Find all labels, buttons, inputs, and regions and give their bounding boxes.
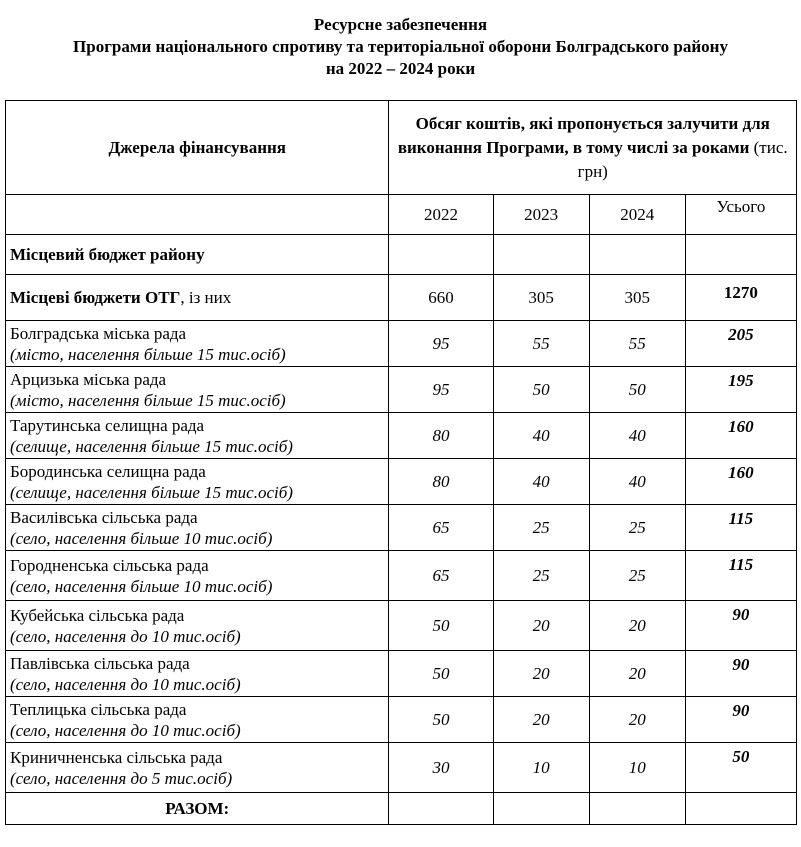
header-row: [6, 101, 797, 195]
year-2022: 2022: [389, 195, 493, 235]
council-value-2022: 50: [389, 697, 493, 743]
council-name: Арцизька міська рада: [10, 369, 167, 389]
council-value-2024: 25: [589, 551, 685, 601]
council-value-2022: 80: [389, 459, 493, 505]
total-label: РАЗОМ:: [6, 793, 389, 825]
empty-cell: [493, 793, 589, 825]
council-name-cell: [6, 651, 389, 697]
funding-table: [5, 100, 797, 825]
council-value-2024: 55: [589, 321, 685, 367]
otg-budget-row: [6, 275, 797, 321]
council-name-cell: [6, 601, 389, 651]
council-row: [6, 551, 797, 601]
council-value-2023: 20: [493, 601, 589, 651]
council-value-2024: 40: [589, 413, 685, 459]
council-row: [6, 367, 797, 413]
council-value-total: 90: [685, 697, 796, 743]
council-value-total: 50: [685, 743, 796, 793]
council-population-note: (село, населення до 5 тис.осіб): [10, 768, 233, 788]
council-value-2023: 20: [493, 651, 589, 697]
council-value-2022: 50: [389, 601, 493, 651]
header-volume: Обсяг коштів, які пропонується залучити для виконання Програми, в тому числі за роками (тис. грн): [389, 101, 797, 195]
council-value-2022: 65: [389, 505, 493, 551]
empty-cell: [389, 235, 493, 275]
council-population-note: (село, населення більше 10 тис.осіб): [10, 576, 273, 596]
council-value-total: 90: [685, 651, 796, 697]
council-row: [6, 743, 797, 793]
council-name: Городненська сільська рада: [10, 555, 209, 575]
empty-cell: [589, 235, 685, 275]
council-value-2023: 40: [493, 413, 589, 459]
council-value-total: 115: [685, 551, 796, 601]
council-value-2024: 20: [589, 601, 685, 651]
council-row: [6, 321, 797, 367]
year-total: Усього: [685, 195, 796, 235]
title-line-2: Програми національного спротиву та територіальної оборони Болградського району: [73, 37, 728, 56]
district-budget-label: Місцевий бюджет району: [6, 235, 389, 275]
council-population-note: (місто, населення більше 15 тис.осіб): [10, 390, 286, 410]
year-2023: 2023: [493, 195, 589, 235]
council-value-2022: 30: [389, 743, 493, 793]
council-population-note: (селище, населення більше 15 тис.осіб): [10, 436, 293, 456]
year-2024: 2024: [589, 195, 685, 235]
council-row: [6, 505, 797, 551]
title-line-1: Ресурсне забезпечення: [313, 15, 488, 34]
council-name-cell: [6, 743, 389, 793]
council-value-2023: 55: [493, 321, 589, 367]
council-value-2023: 40: [493, 459, 589, 505]
council-value-2022: 50: [389, 651, 493, 697]
council-name-cell: [6, 413, 389, 459]
council-population-note: (село, населення до 10 тис.осіб): [10, 720, 241, 740]
empty-cell: [589, 793, 685, 825]
council-value-2022: 95: [389, 321, 493, 367]
otg-budget-label: Місцеві бюджети ОТГ, із них: [6, 275, 389, 321]
council-value-2024: 10: [589, 743, 685, 793]
council-name: Павлівська сільська рада: [10, 653, 190, 673]
council-name: Теплицька сільська рада: [10, 699, 187, 719]
empty-cell: [493, 235, 589, 275]
council-population-note: (село, населення до 10 тис.осіб): [10, 674, 241, 694]
council-value-2024: 25: [589, 505, 685, 551]
council-row: [6, 697, 797, 743]
council-name: Бородинська селищна рада: [10, 461, 206, 481]
council-value-total: 195: [685, 367, 796, 413]
council-population-note: (селище, населення більше 15 тис.осіб): [10, 482, 293, 502]
council-name: Василівська сільська рада: [10, 507, 198, 527]
council-name-cell: [6, 505, 389, 551]
council-value-2022: 80: [389, 413, 493, 459]
council-name-cell: [6, 697, 389, 743]
council-row: [6, 413, 797, 459]
council-value-2024: 20: [589, 697, 685, 743]
council-value-2023: 50: [493, 367, 589, 413]
council-value-2022: 95: [389, 367, 493, 413]
council-value-2022: 65: [389, 551, 493, 601]
council-name: Тарутинська селищна рада: [10, 415, 205, 435]
council-value-2024: 40: [589, 459, 685, 505]
empty-cell: [685, 793, 796, 825]
header-unit: (тис. грн): [577, 137, 788, 181]
council-value-total: 160: [685, 413, 796, 459]
council-name-cell: [6, 551, 389, 601]
council-name-cell: [6, 321, 389, 367]
council-value-2024: 50: [589, 367, 685, 413]
council-population-note: (село, населення до 10 тис.осіб): [10, 626, 241, 646]
years-empty-cell: [6, 195, 389, 235]
empty-cell: [389, 793, 493, 825]
district-budget-row: [6, 235, 797, 275]
otg-value-total: 1270: [685, 275, 796, 321]
otg-value-2022: 660: [389, 275, 493, 321]
council-value-total: 205: [685, 321, 796, 367]
header-sources: Джерела фінансування: [6, 101, 389, 195]
council-value-total: 90: [685, 601, 796, 651]
title-line-3: на 2022 – 2024 роки: [325, 59, 476, 78]
council-value-2023: 25: [493, 551, 589, 601]
council-value-2024: 20: [589, 651, 685, 697]
council-row: [6, 651, 797, 697]
council-population-note: (село, населення більше 10 тис.осіб): [10, 528, 273, 548]
council-value-2023: 20: [493, 697, 589, 743]
council-name-cell: [6, 367, 389, 413]
document-title: [0, 14, 801, 80]
council-row: [6, 601, 797, 651]
total-row: [6, 793, 797, 825]
council-population-note: (місто, населення більше 15 тис.осіб): [10, 344, 286, 364]
council-value-2023: 25: [493, 505, 589, 551]
otg-value-2024: 305: [589, 275, 685, 321]
council-value-total: 160: [685, 459, 796, 505]
empty-cell: [685, 235, 796, 275]
council-row: [6, 459, 797, 505]
council-name: Болградська міська рада: [10, 323, 187, 343]
council-value-2023: 10: [493, 743, 589, 793]
council-name: Кубейська сільська рада: [10, 605, 185, 625]
years-row: [6, 195, 797, 235]
council-name: Криничненська сільська рада: [10, 747, 223, 767]
council-name-cell: [6, 459, 389, 505]
council-value-total: 115: [685, 505, 796, 551]
otg-value-2023: 305: [493, 275, 589, 321]
